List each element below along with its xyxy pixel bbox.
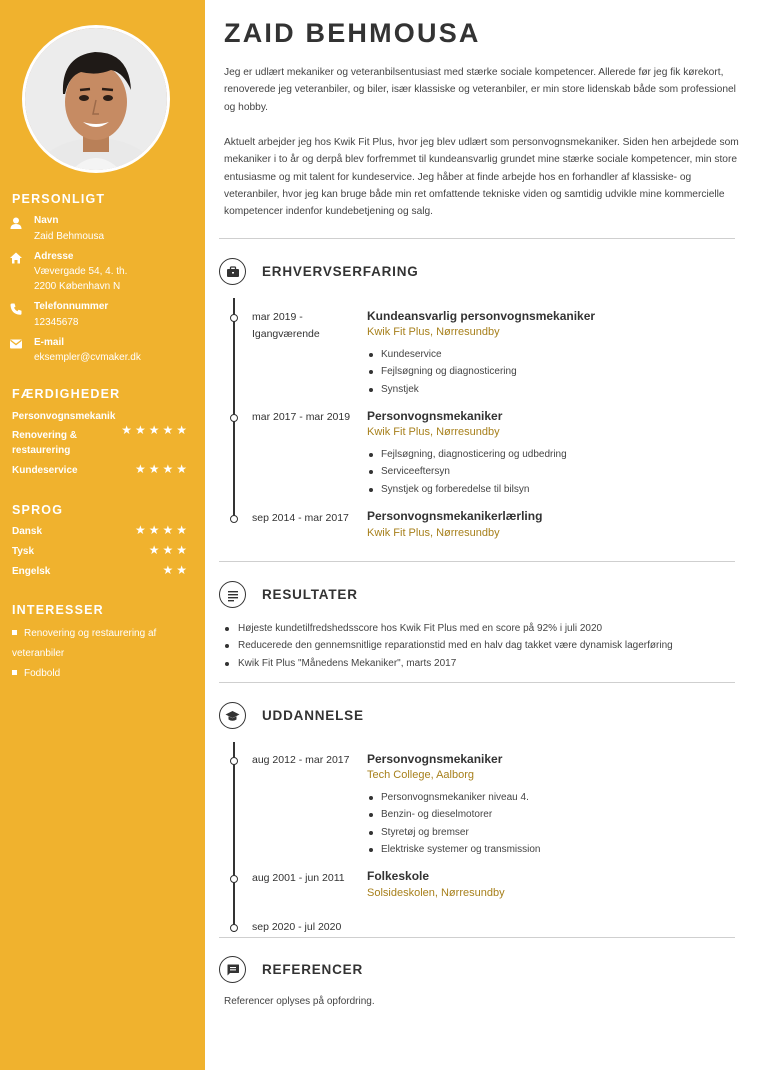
address-value-line2: 2200 København N: [34, 281, 121, 292]
education-date: aug 2001 - jun 2011: [252, 872, 345, 884]
timeline-dot: [230, 515, 238, 523]
references-text: Referencer oplyses på opfordring.: [224, 996, 375, 1007]
name-label: Navn: [34, 215, 59, 226]
mail-icon: [9, 337, 23, 351]
interest-text: Fodbold: [24, 668, 61, 679]
intro-paragraph: Jeg er udlært mekaniker og veteranbilsentusiast med stærke sociale kompetencer. Allerede før jeg fik kørekort, renoverede jeg veteranbiler, og biler, især klassiske og veteranbiler, er min store lidenskab både som professionel og hobby.: [224, 67, 736, 113]
list-item: Elektriske systemer og transmission: [367, 841, 541, 858]
name-value: Zaid Behmousa: [34, 231, 105, 242]
interest-item: [12, 664, 197, 684]
languages-heading: SPROG: [12, 503, 64, 517]
divider: [219, 561, 735, 562]
address-label: Adresse: [34, 251, 74, 262]
education-title: Personvognsmekaniker: [367, 752, 503, 766]
list-item: Synstjek: [367, 381, 517, 398]
skill-label: Kundeservice: [12, 465, 78, 476]
skill-rating-stars: ★★★★★: [121, 423, 190, 437]
job-company: Kwik Fit Plus, Nørresundby: [367, 426, 500, 438]
document-lines-icon: [219, 581, 246, 608]
phone-value: 12345678: [34, 317, 79, 328]
timeline-line: [233, 298, 235, 520]
email-label: E-mail: [34, 337, 65, 348]
skill-rating-stars: ★★★★: [134, 462, 190, 476]
language-rating-stars: ★★★: [148, 543, 190, 557]
phone-label: Telefonnummer: [34, 301, 109, 312]
skill-label: Personvognsmekanik: [12, 411, 116, 422]
candidate-name: ZAID BEHMOUSA: [224, 18, 481, 48]
personal-heading: PERSONLIGT: [12, 192, 106, 206]
job-title: Personvognsmekanikerlærling: [367, 509, 543, 523]
person-icon: [9, 216, 23, 230]
email-value: eksempler@cvmaker.dk: [34, 352, 141, 363]
list-item: Fejlsøgning, diagnosticering og udbedring: [367, 446, 567, 463]
list-item: Personvognsmekaniker niveau 4.: [367, 789, 541, 806]
list-item: Fejlsøgning og diagnosticering: [367, 363, 517, 380]
chat-bubble-icon: [219, 956, 246, 983]
interests-heading: INTERESSER: [12, 603, 104, 617]
education-bullets: [367, 789, 541, 858]
timeline-dot: [230, 924, 238, 932]
education-school: Tech College, Aalborg: [367, 769, 475, 781]
results-section-title: RESULTATER: [262, 587, 358, 602]
list-item: Styretøj og bremser: [367, 824, 541, 841]
job-date: mar 2017 - mar 2019: [252, 411, 351, 423]
home-icon: [9, 251, 23, 265]
main-content: [205, 0, 757, 1070]
interest-item: [12, 624, 197, 664]
skills-heading: FÆRDIGHEDER: [12, 387, 121, 401]
interest-text: Renovering og restaurering af veteranbiler: [12, 628, 157, 659]
timeline-dot: [230, 414, 238, 422]
divider: [219, 937, 735, 938]
job-date: sep 2014 - mar 2017: [252, 512, 349, 524]
timeline-dot: [230, 314, 238, 322]
list-item: Benzin- og dieselmotorer: [367, 806, 541, 823]
job-title: Kundeansvarlig personvognsmekaniker: [367, 309, 596, 323]
job-title: Personvognsmekaniker: [367, 409, 503, 423]
list-item: Reducerede den gennemsnitlige reparationstid med en halv dag takket være dynamisk lagerføring: [224, 637, 673, 654]
divider: [219, 238, 735, 239]
divider: [219, 682, 735, 683]
timeline-dot: [230, 757, 238, 765]
skill-label: Renovering & restaurering: [12, 430, 78, 456]
experience-section-title: ERHVERVSERFARING: [262, 264, 419, 279]
briefcase-icon: [219, 258, 246, 285]
list-item: Serviceeftersyn: [367, 463, 567, 480]
list-item: Synstjek og forberedelse til bilsyn: [367, 481, 567, 498]
language-label: Engelsk: [12, 566, 51, 577]
references-section-title: REFERENCER: [262, 962, 364, 977]
education-title: Folkeskole: [367, 869, 430, 883]
education-section-title: UDDANNELSE: [262, 708, 364, 723]
list-item: Kwik Fit Plus "Månedens Mekaniker", marts 2017: [224, 655, 673, 672]
job-bullets: [367, 446, 567, 498]
language-label: Dansk: [12, 526, 43, 537]
timeline-line: [233, 742, 235, 932]
results-list: [224, 620, 673, 672]
intro-paragraph: Aktuelt arbejder jeg hos Kwik Fit Plus, hvor jeg blev udlært som personvognsmekaniker. Siden hen arbejdede som mekaniker i to år og derpå blev forfremmet til kundeansvarlig grundet mine stærke sociale kompetencer, min store entusiasme og mit talent for kundeservice. Jeg håber at finde arbejde hos en forhandler af klassiske- og veteranbiler, hvor jeg kan bruge både min ret omfattende tekniske viden og samtidig udvikle mine kommercielle kompetencer indenfor kundebetjening og salg.: [224, 137, 739, 218]
profile-photo: [22, 25, 170, 173]
job-date: mar 2019 - Igangværende: [252, 311, 320, 340]
list-item: Kundeservice: [367, 346, 517, 363]
sidebar: [0, 0, 205, 1070]
education-school: Solsideskolen, Nørresundby: [367, 887, 505, 899]
job-company: Kwik Fit Plus, Nørresundby: [367, 326, 500, 338]
education-date: aug 2012 - mar 2017: [252, 754, 350, 766]
language-rating-stars: ★★★★: [134, 523, 190, 537]
address-value-line1: Vævergade 54, 4. th.: [34, 266, 128, 277]
language-rating-stars: ★★: [162, 563, 190, 577]
education-date: sep 2020 - jul 2020: [252, 921, 342, 933]
graduation-cap-icon: [219, 702, 246, 729]
language-label: Tysk: [12, 546, 35, 557]
job-bullets: [367, 346, 517, 398]
job-company: Kwik Fit Plus, Nørresundby: [367, 527, 500, 539]
list-item: Højeste kundetilfredshedsscore hos Kwik Fit Plus med en score på 92% i juli 2020: [224, 620, 673, 637]
phone-icon: [9, 302, 23, 316]
timeline-dot: [230, 875, 238, 883]
